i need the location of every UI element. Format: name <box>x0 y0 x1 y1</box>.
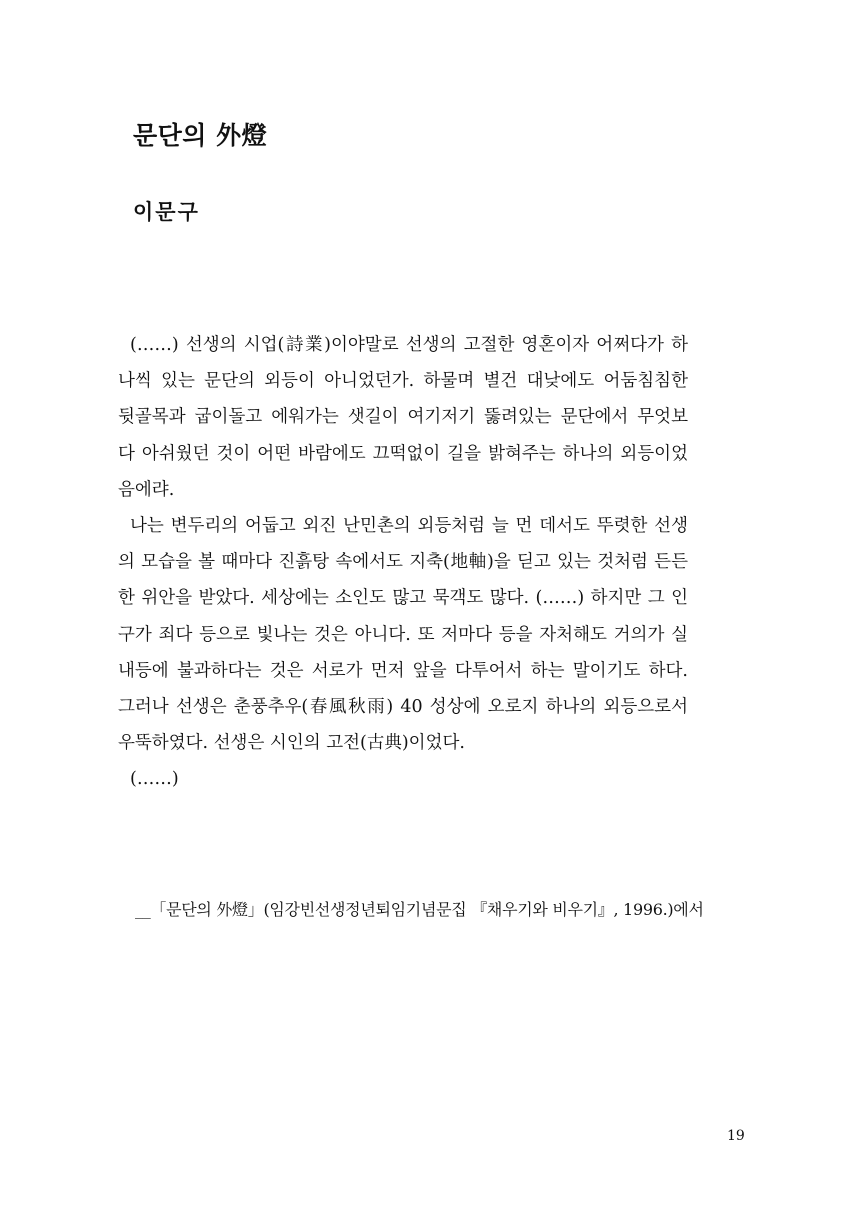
body-line: (……) <box>130 769 179 790</box>
body-line: 음에랴. <box>118 479 175 500</box>
body-line: 뒷골목과 굽이돌고 에워가는 샛길이 여기저기 뚫려있는 문단에서 무엇보 <box>118 407 688 428</box>
body-line: 그러나 선생은 춘풍추우(春風秋雨) 40 성상에 오로지 하나의 외등으로서 <box>118 696 688 717</box>
body-line: 의 모습을 볼 때마다 진흙탕 속에서도 지축(地軸)을 딛고 있는 것처럼 든든 <box>118 552 688 573</box>
author-name: 이문구 <box>133 200 200 224</box>
body-line: 나는 변두리의 어둡고 외진 난민촌의 외등처럼 늘 먼 데서도 뚜렷한 선생 <box>130 515 688 536</box>
body-text <box>118 327 688 797</box>
page-number: 19 <box>727 1128 745 1144</box>
body-line: 우뚝하였다. 선생은 시인의 고전(古典)이었다. <box>118 733 465 754</box>
page-title: 문단의 外燈 <box>133 121 268 150</box>
body-line: 다 아쉬웠던 것이 어떤 바람에도 끄떡없이 길을 밝혀주는 하나의 외등이었 <box>118 443 688 464</box>
body-line: 내등에 불과하다는 것은 서로가 먼저 앞을 다투어서 하는 말이기도 하다. <box>118 660 688 681</box>
body-line: 나씩 있는 문단의 외등이 아니었던가. 하물며 별건 대낮에도 어둠침침한 <box>118 371 688 392</box>
body-line: 구가 죄다 등으로 빛나는 것은 아니다. 또 저마다 등을 자처해도 거의가 실 <box>118 624 688 645</box>
body-line: (……) 선생의 시업(詩業)이야말로 선생의 고절한 영혼이자 어쩌다가 하 <box>130 335 688 355</box>
body-line: 한 위안을 받았다. 세상에는 소인도 많고 묵객도 많다. (……) 하지만 그 인 <box>118 588 688 609</box>
source-citation: __「문단의 外燈」(임강빈선생정년퇴임기념문집 『채우기와 비우기』, 1996.)에서 <box>135 900 704 919</box>
